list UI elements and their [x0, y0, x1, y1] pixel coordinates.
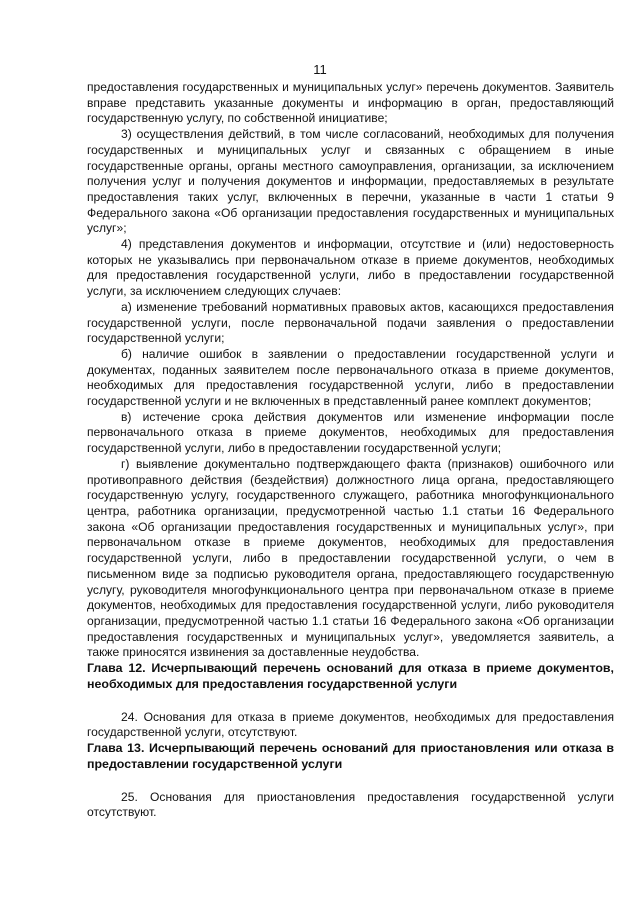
paragraph-subitem-v: в) истечение срока действия документов или изменение информации после первоначального отказа в приеме документов, необходимых для предоставления государственной услуги, либо в предоставлении государственной услуги;	[87, 409, 614, 456]
chapter-13-heading: Глава 13. Исчерпывающий перечень оснований для приостановления или отказа в предоставлении государственной услуги	[87, 741, 614, 771]
document-body	[87, 80, 614, 821]
paragraph-continuation: предоставления государственных и муниципальных услуг» перечень документов. Заявитель вправе представить указанные документы и информацию в орган, предоставляющий государственную услугу, по собственной инициативе;	[87, 80, 614, 126]
paragraph-25: 25. Основания для приостановления предоставления государственной услуги отсутствуют.	[87, 789, 614, 820]
chapter-12-heading: Глава 12. Исчерпывающий перечень оснований для отказа в приеме документов, необходимых для предоставления государственной услуги	[87, 661, 614, 691]
paragraph-item-4: 4) представления документов и информации, отсутствие и (или) недостоверность которых не указывались при первоначальном отказе в приеме документов, необходимых для предоставления государственной услуги, либо в предоставлении государственной услуги, за исключением следующих случаев:	[87, 237, 614, 299]
paragraph-item-3: 3) осуществления действий, в том числе согласований, необходимых для получения государственных и муниципальных услуг и связанных с обращением в иные государственные органы, органы местного самоуправления, организации, за исключением получения услуг и получения документов и информации, предоставляемых в результате предоставления таких услуг, включенных в перечни, указанные в части 1 статьи 9 Федерального закона «Об организации предоставления государственных и муниципальных услуг»;	[87, 127, 614, 236]
paragraph-subitem-g: г) выявление документально подтверждающего факта (признаков) ошибочного или противоправного действия (бездействия) должностного лица органа, предоставляющего государственную услугу, государственного служащего, работника многофункционального центра, работника организации, предусмотренной частью 1.1 статьи 16 Федерального закона «Об организации предоставления государственных и муниципальных услуг», при первоначальном отказе в приеме документов, необходимых для предоставления государственной услуги, либо в предоставлении государственной услуги, о чем в письменном виде за подписью руководителя органа, предоставляющего государственную услугу, руководителя многофункционального центра при первоначальном отказе в приеме документов, необходимых для предоставления государственной услуги, либо руководителя организации, предусмотренной частью 1.1 статьи 16 Федерального закона «Об организации предоставления государственных и муниципальных услуг», уведомляется заявитель, а также приносятся извинения за доставленные неудобства.	[87, 456, 614, 660]
paragraph-subitem-b: б) наличие ошибок в заявлении о предоставлении государственной услуги и документах, поданных заявителем после первоначального отказа в приеме документов, необходимых для предоставления государственной услуги, либо в предоставлении государственной услуги и не включенных в представленный ранее комплект документов;	[87, 346, 614, 409]
paragraph-subitem-a: а) изменение требований нормативных правовых актов, касающихся предоставления государственной услуги, после первоначальной подачи заявления о предоставлении государственной услуги;	[87, 299, 614, 346]
paragraph-24: 24. Основания для отказа в приеме документов, необходимых для предоставления государственной услуги, отсутствуют.	[87, 709, 614, 740]
page-number: 11	[313, 62, 327, 77]
